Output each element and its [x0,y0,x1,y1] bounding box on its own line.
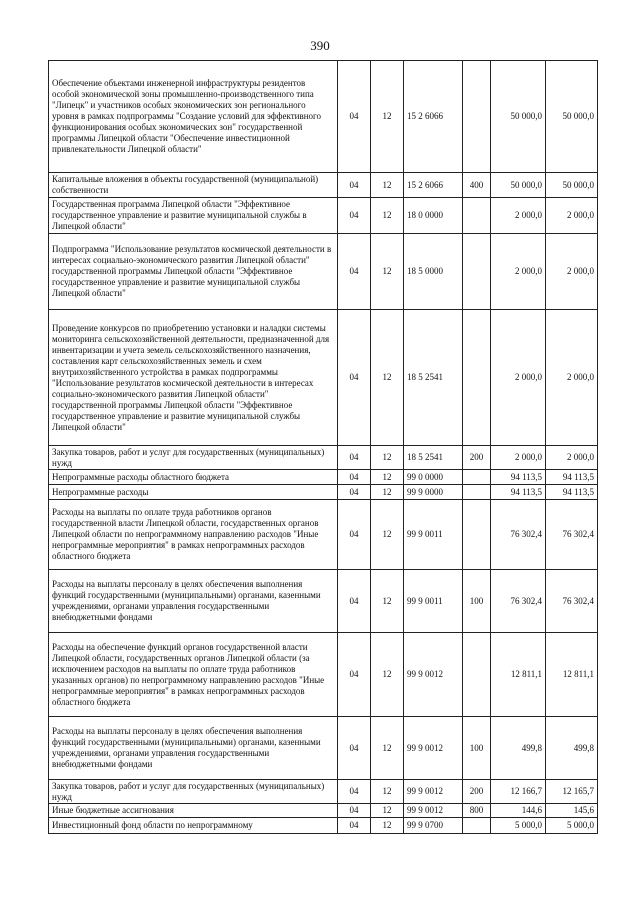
target-article-code: 99 9 0012 [404,780,463,804]
target-article-code: 99 9 0012 [404,717,463,780]
section-code: 04 [338,470,371,485]
section-code: 04 [338,818,371,834]
amount-year2: 5 000,0 [546,818,598,834]
section-code: 04 [338,500,371,570]
expense-type-code: 100 [463,570,491,633]
subsection-code: 12 [371,485,404,500]
amount-year2: 76 302,4 [546,570,598,633]
table-row [49,470,598,485]
amount-year2: 145,6 [546,804,598,818]
section-code: 04 [338,780,371,804]
target-article-code: 99 0 0000 [404,470,463,485]
table-row [49,446,598,470]
item-name: Непрограммные расходы [49,485,338,500]
expense-type-code [463,633,491,717]
section-code: 04 [338,446,371,470]
page-number: 390 [310,38,330,53]
table-row [49,818,598,834]
section-code: 04 [338,310,371,446]
item-name: Закупка товаров, работ и услуг для государственных (муниципальных) нужд [49,780,338,804]
expense-type-code [463,234,491,310]
item-name: Иные бюджетные ассигнования [49,804,338,818]
table-row [49,570,598,633]
expense-type-code [463,310,491,446]
target-article-code: 99 9 0012 [404,633,463,717]
table-row [49,173,598,198]
target-article-code: 99 9 0700 [404,818,463,834]
item-name: Расходы на обеспечение функций органов государственной власти Липецкой области, государственных органов Липецкой области (за исключением расходов на выплаты по оплате труда работников указанных органов) по непрограммному направлению расходов "Иные непрограммные мероприятия" в рамках непрограммных расходов областного бюджета [49,633,338,717]
expense-type-code [463,485,491,500]
amount-year1: 5 000,0 [491,818,546,834]
amount-year1: 144,6 [491,804,546,818]
expense-type-code: 200 [463,780,491,804]
table-row [49,717,598,780]
target-article-code: 18 5 2541 [404,446,463,470]
target-article-code: 99 9 0012 [404,804,463,818]
item-name: Расходы на выплаты персоналу в целях обеспечения выполнения функций государственными (муниципальными) органами, казенными учреждениями, органами управления государственными внебюджетными фондами [49,717,338,780]
section-code: 04 [338,234,371,310]
target-article-code: 99 9 0011 [404,500,463,570]
item-name: Проведение конкурсов по приобретению установки и наладки системы мониторинга сельскохозяйственной деятельности, предназначенной для инвентаризации и учета земель сельскохозяйственного назначения, составления карт сельскохозяйственных земель и схем внутрихозяйственного устройства в рамках подпрограммы "Использование результатов космической деятельности в интересах социально-экономического развития Липецкой области" государственной программы Липецкой области "Эффективное государственное управление и развитие муниципальной службы Липецкой области" [49,310,338,446]
table-row [49,804,598,818]
amount-year1: 2 000,0 [491,198,546,234]
amount-year2: 12 811,1 [546,633,598,717]
table-row [49,61,598,173]
target-article-code: 15 2 6066 [404,61,463,173]
table-row [49,485,598,500]
section-code: 04 [338,717,371,780]
amount-year2: 50 000,0 [546,61,598,173]
table-body [49,61,598,834]
target-article-code: 18 5 2541 [404,310,463,446]
amount-year2: 94 113,5 [546,485,598,500]
item-name: Непрограммные расходы областного бюджета [49,470,338,485]
amount-year1: 76 302,4 [491,500,546,570]
expense-type-code [463,198,491,234]
subsection-code: 12 [371,198,404,234]
budget-table [48,60,598,834]
table-row [49,780,598,804]
item-name: Закупка товаров, работ и услуг для государственных (муниципальных) нужд [49,446,338,470]
subsection-code: 12 [371,234,404,310]
amount-year1: 12 811,1 [491,633,546,717]
section-code: 04 [338,198,371,234]
amount-year1: 94 113,5 [491,470,546,485]
amount-year1: 50 000,0 [491,61,546,173]
subsection-code: 12 [371,446,404,470]
item-name: Расходы на выплаты персоналу в целях обеспечения выполнения функций государственными (муниципальными) органами, казенными учреждениями, органами управления государственными внебюджетными фондами [49,570,338,633]
table-row [49,633,598,717]
amount-year1: 2 000,0 [491,310,546,446]
item-name: Подпрограмма "Использование результатов космической деятельности в интересах социально-экономического развития Липецкой области" государственной программы Липецкой области "Эффективное государственное управление и развитие муниципальной службы Липецкой области" [49,234,338,310]
expense-type-code: 200 [463,446,491,470]
subsection-code: 12 [371,804,404,818]
expense-type-code: 400 [463,173,491,198]
target-article-code: 99 9 0011 [404,570,463,633]
amount-year1: 499,8 [491,717,546,780]
amount-year2: 50 000,0 [546,173,598,198]
table-row [49,234,598,310]
table-row [49,198,598,234]
section-code: 04 [338,570,371,633]
target-article-code: 99 9 0000 [404,485,463,500]
amount-year2: 2 000,0 [546,310,598,446]
subsection-code: 12 [371,570,404,633]
amount-year1: 94 113,5 [491,485,546,500]
amount-year1: 2 000,0 [491,234,546,310]
subsection-code: 12 [371,310,404,446]
subsection-code: 12 [371,61,404,173]
amount-year1: 12 166,7 [491,780,546,804]
section-code: 04 [338,61,371,173]
item-name: Капитальные вложения в объекты государственной (муниципальной) собственности [49,173,338,198]
subsection-code: 12 [371,470,404,485]
table-row [49,500,598,570]
target-article-code: 18 5 0000 [404,234,463,310]
item-name: Расходы на выплаты по оплате труда работников органов государственной власти Липецкой области, государственных органов Липецкой области по непрограммному направлению расходов "Иные непрограммные мероприятия" в рамках непрограммных расходов областного бюджета [49,500,338,570]
subsection-code: 12 [371,173,404,198]
amount-year2: 94 113,5 [546,470,598,485]
amount-year2: 2 000,0 [546,446,598,470]
item-name: Обеспечение объектами инженерной инфраструктуры резидентов особой экономической зоны промышленно-производственного типа "Липецк" и участников особых экономических зон регионального уровня в рамках подпрограммы "Создание условий для эффективного функционирования особых экономических зон" государственной программы Липецкой области "Обеспечение инвестиционной привлекательности Липецкой области" [49,61,338,173]
item-name: Инвестиционный фонд области по непрограммному [49,818,338,834]
expense-type-code [463,470,491,485]
amount-year2: 76 302,4 [546,500,598,570]
amount-year1: 50 000,0 [491,173,546,198]
subsection-code: 12 [371,500,404,570]
amount-year1: 2 000,0 [491,446,546,470]
subsection-code: 12 [371,780,404,804]
item-name: Государственная программа Липецкой области "Эффективное государственное управление и развитие муниципальной службы в Липецкой области" [49,198,338,234]
expense-type-code [463,61,491,173]
amount-year1: 76 302,4 [491,570,546,633]
amount-year2: 12 165,7 [546,780,598,804]
expense-type-code [463,500,491,570]
subsection-code: 12 [371,818,404,834]
table-row [49,310,598,446]
section-code: 04 [338,485,371,500]
subsection-code: 12 [371,717,404,780]
section-code: 04 [338,804,371,818]
section-code: 04 [338,633,371,717]
amount-year2: 2 000,0 [546,234,598,310]
expense-type-code: 100 [463,717,491,780]
expense-type-code: 800 [463,804,491,818]
subsection-code: 12 [371,633,404,717]
amount-year2: 499,8 [546,717,598,780]
section-code: 04 [338,173,371,198]
expense-type-code [463,818,491,834]
target-article-code: 18 0 0000 [404,198,463,234]
amount-year2: 2 000,0 [546,198,598,234]
target-article-code: 15 2 6066 [404,173,463,198]
